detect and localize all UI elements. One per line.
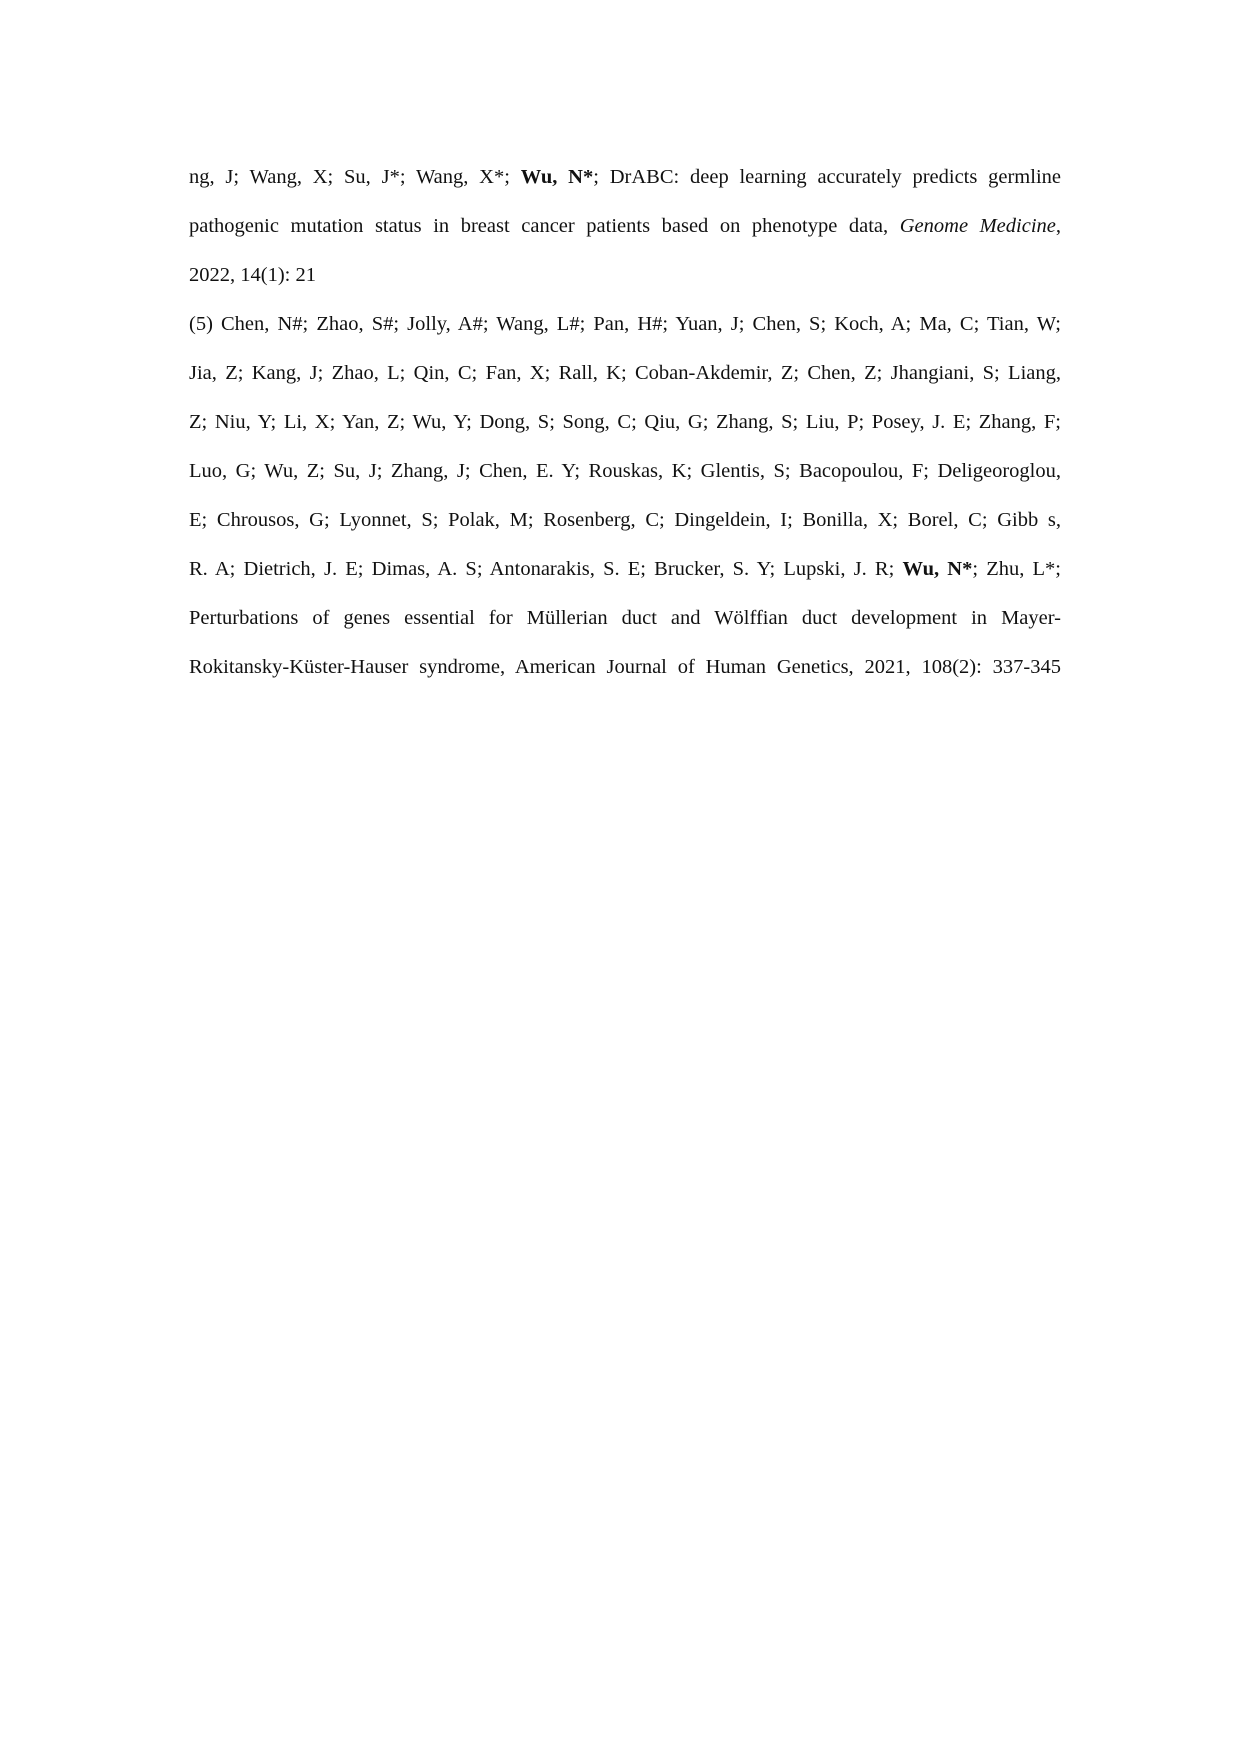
- reference-line: [189, 405, 1061, 454]
- author-highlight: Wu, N*: [520, 166, 594, 188]
- reference-line: [189, 650, 1061, 699]
- reference-text: R. A; Dietrich, J. E; Dimas, A. S; Antonarakis, S. E; Brucker, S. Y; Lupski, J. R;: [189, 558, 903, 580]
- reference-text: (5) Chen, N#; Zhao, S#; Jolly, A#; Wang, L#; Pan, H#; Yuan, J; Chen, S; Koch, A; Ma, C; Tian, W;: [189, 313, 1061, 335]
- reference-entry: [189, 307, 1061, 699]
- reference-line: [189, 258, 1061, 307]
- reference-line: [189, 601, 1061, 650]
- reference-text: pathogenic mutation status in breast cancer patients based on phenotype data,: [189, 215, 900, 237]
- journal-name: Genome Medicine: [899, 215, 1056, 237]
- reference-line: [189, 454, 1061, 503]
- reference-line: [189, 307, 1061, 356]
- reference-entry: [189, 160, 1061, 307]
- reference-text: E; Chrousos, G; Lyonnet, S; Polak, M; Rosenberg, C; Dingeldein, I; Bonilla, X; Borel, C; Gibb s,: [189, 509, 1061, 531]
- reference-line: [189, 160, 1061, 209]
- reference-text: Rokitansky-Küster-Hauser syndrome, American Journal of Human Genetics, 2021, 108(2): 337-345: [189, 656, 1061, 678]
- author-highlight: Wu, N*: [902, 558, 973, 580]
- reference-text: ; DrABC: deep learning accurately predicts germline: [593, 166, 1061, 188]
- reference-text: Jia, Z; Kang, J; Zhao, L; Qin, C; Fan, X; Rall, K; Coban-Akdemir, Z; Chen, Z; Jhangiani, S; Liang,: [189, 362, 1061, 384]
- reference-text: Z; Niu, Y; Li, X; Yan, Z; Wu, Y; Dong, S; Song, C; Qiu, G; Zhang, S; Liu, P; Posey, J. E; Zhang, F;: [189, 411, 1061, 433]
- reference-text: ,: [1055, 215, 1061, 237]
- reference-text: ng, J; Wang, X; Su, J*; Wang, X*;: [189, 166, 521, 188]
- reference-text: Perturbations of genes essential for Müllerian duct and Wölffian duct development in Mayer-: [189, 607, 1061, 629]
- reference-text: Luo, G; Wu, Z; Su, J; Zhang, J; Chen, E. Y; Rouskas, K; Glentis, S; Bacopoulou, F; Deligeoroglou,: [189, 460, 1061, 482]
- document-page: [189, 160, 1061, 699]
- reference-line: [189, 356, 1061, 405]
- reference-line: [189, 209, 1061, 258]
- reference-line: [189, 552, 1061, 601]
- reference-text: ; Zhu, L*;: [972, 558, 1061, 580]
- reference-text: 2022, 14(1): 21: [189, 264, 316, 286]
- reference-line: [189, 503, 1061, 552]
